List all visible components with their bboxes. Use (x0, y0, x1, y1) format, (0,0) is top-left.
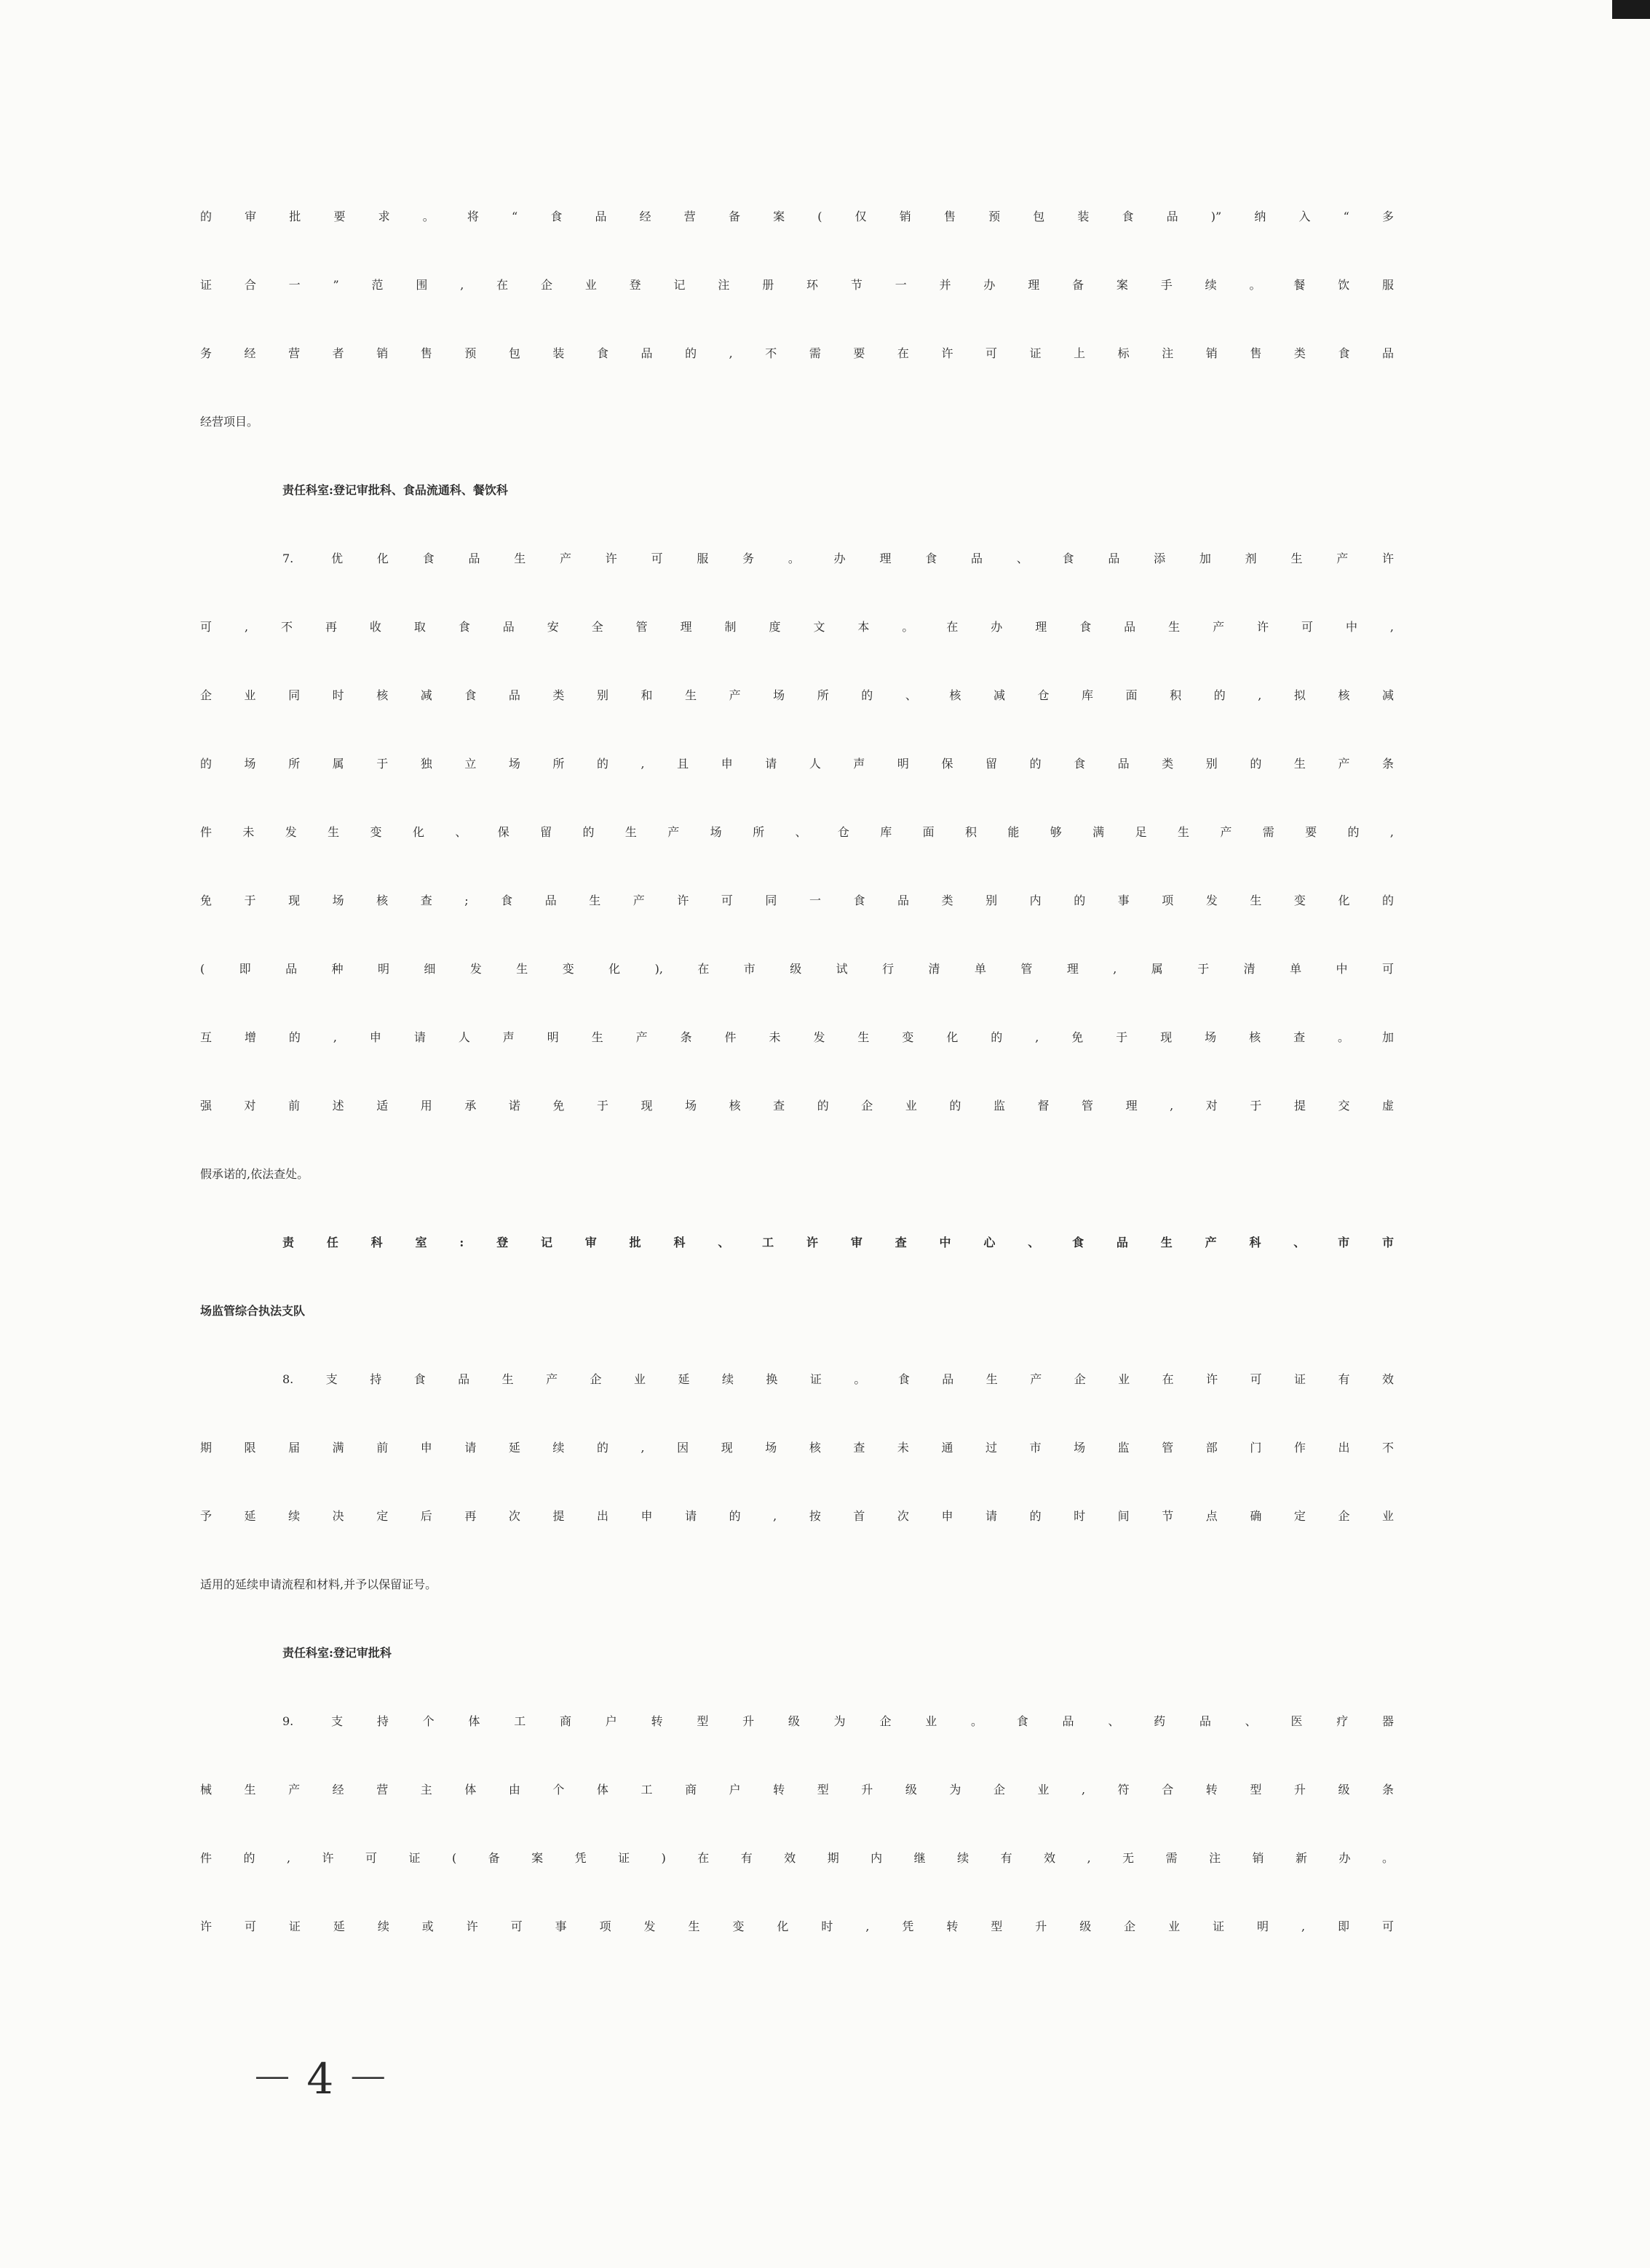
text-line-4: 经营项目。 (200, 415, 259, 429)
responsible-dept-heading-2: 责任科室:登记审批科、工许审查中心、食品生产科、市市 (282, 1236, 1394, 1249)
responsible-dept-heading-1: 责任科室:登记审批科、食品流通科、餐饮科 (282, 483, 508, 497)
item-7-line-3: 企业同时核减食品类别和生产场所的、核减仓库面积的,拟核减 (200, 688, 1394, 702)
item-9-line-4: 许可证延续或许可事项发生变化时,凭转型升级企业证明,即可 (200, 1919, 1394, 1933)
document-body (200, 207, 1394, 1986)
item-8-line-2: 期限届满前申请延续的,因现场核查未通过市场监管部门作出不 (200, 1441, 1394, 1455)
item-9-line-2: 械生产经营主体由个体工商户转型升级为企业,符合转型升级条 (200, 1783, 1394, 1797)
item-7-line-9: 强对前述适用承诺免于现场核查的企业的监督管理,对于提交虚 (200, 1099, 1394, 1113)
item-8-line-3: 予延续决定后再次提出申请的,按首次申请的时间节点确定企业 (200, 1509, 1394, 1523)
page-number: － 4 － (251, 2054, 389, 2104)
corner-scan-mark (1612, 0, 1650, 19)
responsible-dept-heading-2-cont: 场监管综合执法支队 (200, 1304, 306, 1318)
item-7-line-5: 件未发生变化、保留的生产场所、仓库面积能够满足生产需要的, (200, 825, 1394, 839)
item-7-line-6: 免于现场核查;食品生产许可同一食品类别内的事项发生变化的 (200, 894, 1394, 907)
item-8-line-1: 8.支持食品生产企业延续换证。食品生产企业在许可证有效 (282, 1372, 1394, 1386)
item-9-line-3: 件的,许可证(备案凭证)在有效期内继续有效,无需注销新办。 (200, 1851, 1394, 1865)
item-7-line-7: (即品种明细发生变化),在市级试行清单管理,属于清单中可 (200, 962, 1394, 976)
item-7-line-2: 可,不再收取食品安全管理制度文本。在办理食品生产许可中, (200, 620, 1394, 634)
item-8-line-4: 适用的延续申请流程和材料,并予以保留证号。 (200, 1577, 437, 1591)
responsible-dept-heading-3: 责任科室:登记审批科 (282, 1646, 392, 1660)
item-7-line-4: 的场所属于独立场所的,且申请人声明保留的食品类别的生产条 (200, 757, 1394, 771)
text-line-3: 务经营者销售预包装食品的,不需要在许可证上标注销售类食品 (200, 346, 1394, 360)
item-9-line-1: 9. 支持个体工商户转型升级为企业。食品、药品、医疗器 (282, 1714, 1394, 1728)
item-7-line-8: 互增的,申请人声明生产条件未发生变化的,免于现场核查。加 (200, 1030, 1394, 1044)
item-7-line-1: 7. 优化食品生产许可服务。办理食品、食品添加剂生产许 (282, 552, 1394, 565)
text-line-2: 证合一”范围,在企业登记注册环节一并办理备案手续。餐饮服 (200, 278, 1394, 292)
item-7-line-10: 假承诺的,依法查处。 (200, 1167, 309, 1181)
text-line-1: 的审批要求。将“食品经营备案(仅销售预包装食品)”纳入“多 (200, 210, 1394, 223)
